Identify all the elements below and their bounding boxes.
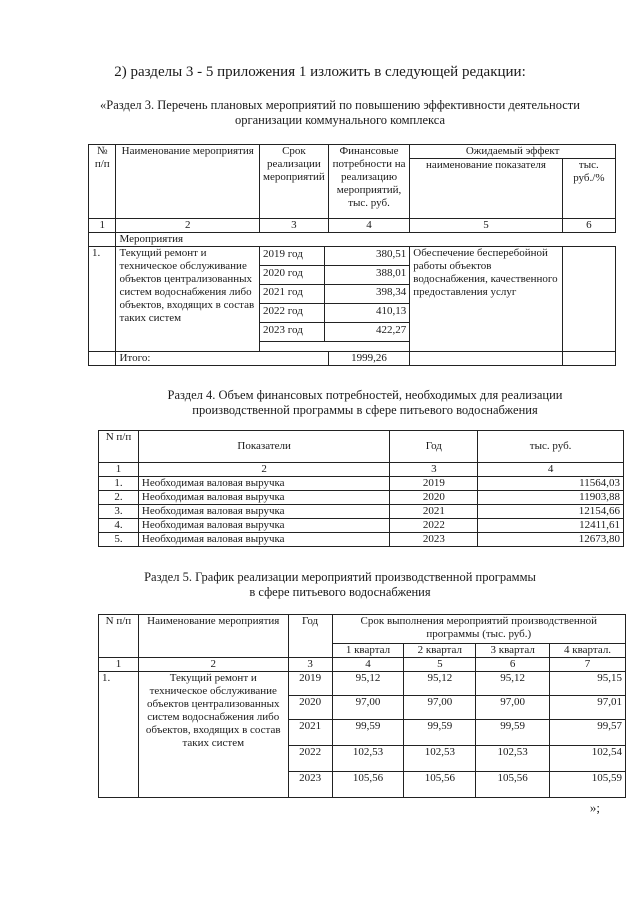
s3-total-label: Итого:: [116, 352, 328, 366]
s4-year: 2021: [390, 505, 478, 519]
s3-header-effect: Ожидаемый эффект: [410, 145, 616, 159]
s4-name: Необходимая валовая выручка: [138, 477, 389, 491]
s3-year: 2019 год: [260, 247, 324, 266]
s4-value: 12411,61: [478, 519, 624, 533]
s3-header-indicator: наименование показателя: [410, 159, 562, 219]
s5-colnum: 5: [404, 658, 476, 672]
s5-q1: 102,53: [332, 746, 404, 772]
s4-value: 11903,88: [478, 491, 624, 505]
s5-row-name: Текущий ремонт и техническое обслуживание объектов централизованных систем водоснабжения либо объектов, входящих в состав таких систем: [138, 672, 288, 798]
s4-value: 12154,66: [478, 505, 624, 519]
s5-colnum: 1: [99, 658, 139, 672]
s5-colnum: 2: [138, 658, 288, 672]
table-row: [99, 491, 624, 505]
s5-q3: 105,56: [476, 772, 550, 798]
s5-q2: 97,00: [404, 696, 476, 720]
table-row: [99, 533, 624, 547]
s5-q1: 97,00: [332, 696, 404, 720]
s5-header-term: Срок выполнения мероприятий производственной программы (тыс. руб.): [332, 615, 625, 644]
s5-colnum: 7: [550, 658, 626, 672]
section3-title: [80, 98, 600, 128]
s5-q3: 99,59: [476, 720, 550, 746]
s5-q4: 99,57: [550, 720, 626, 746]
section4-title: [130, 388, 600, 418]
s4-name: Необходимая валовая выручка: [138, 519, 389, 533]
s3-years-amounts: [260, 247, 410, 352]
s3-amount: 388,01: [324, 266, 409, 285]
intro-line: 2) разделы 3 - 5 приложения 1 изложить в следующей редакции:: [114, 64, 526, 80]
s4-year: 2019: [390, 477, 478, 491]
s4-year: 2022: [390, 519, 478, 533]
s3-header-num: № п/п: [89, 145, 116, 219]
s3-header-unit: тыс. руб./%: [562, 159, 615, 219]
s3-header-fin: Финансовые потребности на реализацию мероприятий, тыс. руб.: [328, 145, 409, 219]
section4-title-line1: Раздел 4. Объем финансовых потребностей, необходимых для реализации: [167, 388, 563, 402]
s5-year: 2023: [288, 772, 332, 798]
table-row: [99, 519, 624, 533]
s4-num: 1.: [99, 477, 139, 491]
s5-q2: 105,56: [404, 772, 476, 798]
s3-row-name: Текущий ремонт и техническое обслуживание объектов централизованных систем водоснабжения либо объектов, входящих в состав таких систем: [116, 247, 260, 352]
s4-header-indicators: Показатели: [138, 431, 389, 463]
s5-year: 2019: [288, 672, 332, 696]
s5-q1: 105,56: [332, 772, 404, 798]
s3-amount: 398,34: [324, 285, 409, 304]
s3-effect-text: Обеспечение бесперебойной работы объектов водоснабжения, качественного предоставления услуг: [410, 247, 562, 352]
s5-colnum: 3: [288, 658, 332, 672]
section3-title-line2: организации коммунального комплекса: [234, 113, 446, 127]
s3-year: 2020 год: [260, 266, 324, 285]
s5-q4: 102,54: [550, 746, 626, 772]
s4-value: 11564,03: [478, 477, 624, 491]
s5-header-q3: 3 квартал: [476, 644, 550, 658]
s4-value: 12673,80: [478, 533, 624, 547]
section4-table: [98, 430, 624, 547]
table-row: [99, 505, 624, 519]
s4-year: 2023: [390, 533, 478, 547]
s4-name: Необходимая валовая выручка: [138, 505, 389, 519]
section3-table: [88, 144, 616, 366]
s5-year: 2022: [288, 746, 332, 772]
s3-group-label: Мероприятия: [116, 233, 616, 247]
section5-title: [110, 570, 570, 600]
s5-header-year: Год: [288, 615, 332, 658]
s4-name: Необходимая валовая выручка: [138, 533, 389, 547]
table-row: [260, 247, 409, 266]
s3-colnum: 1: [89, 219, 116, 233]
s3-row-num: 1.: [89, 247, 116, 352]
s3-colnum: 6: [562, 219, 615, 233]
s3-total-value: 1999,26: [328, 352, 409, 366]
table-row: [260, 266, 409, 285]
s3-colnum: 5: [410, 219, 562, 233]
s4-num: 3.: [99, 505, 139, 519]
s4-num: 2.: [99, 491, 139, 505]
s5-q4: 95,15: [550, 672, 626, 696]
s5-q3: 102,53: [476, 746, 550, 772]
s3-colnum: 3: [260, 219, 329, 233]
s4-header-num: N п/п: [99, 431, 139, 463]
s5-q1: 95,12: [332, 672, 404, 696]
s3-colnum: 2: [116, 219, 260, 233]
s5-year: 2020: [288, 696, 332, 720]
s3-amount: 422,27: [324, 323, 409, 342]
s5-row-num: 1.: [99, 672, 139, 798]
closing-quote: »;: [589, 800, 600, 815]
section3-title-line1: «Раздел 3. Перечень плановых мероприятий по повышению эффективности деятельности: [100, 98, 580, 112]
s5-year: 2021: [288, 720, 332, 746]
s5-q3: 95,12: [476, 672, 550, 696]
section5-title-line2: в сфере питьевого водоснабжения: [249, 585, 431, 599]
s5-colnum: 4: [332, 658, 404, 672]
s5-q2: 95,12: [404, 672, 476, 696]
s5-q2: 99,59: [404, 720, 476, 746]
s4-name: Необходимая валовая выручка: [138, 491, 389, 505]
section4-title-line2: производственной программы в сфере питьевого водоснабжения: [192, 403, 538, 417]
s5-header-q1: 1 квартал: [332, 644, 404, 658]
s5-header-q4: 4 квартал.: [550, 644, 626, 658]
s5-colnum: 6: [476, 658, 550, 672]
table-row: [99, 477, 624, 491]
s5-q4: 97,01: [550, 696, 626, 720]
s5-header-q2: 2 квартал: [404, 644, 476, 658]
s4-header-year: Год: [390, 431, 478, 463]
s4-num: 4.: [99, 519, 139, 533]
s4-colnum: 2: [138, 463, 389, 477]
s3-header-term: Срок реализации мероприятий: [260, 145, 329, 219]
section5-title-line1: Раздел 5. График реализации мероприятий производственной программы: [144, 570, 536, 584]
s3-colnum: 4: [328, 219, 409, 233]
s3-year: 2023 год: [260, 323, 324, 342]
s5-q2: 102,53: [404, 746, 476, 772]
s5-header-name: Наименование мероприятия: [138, 615, 288, 658]
section5-table: [98, 614, 626, 798]
s3-header-name: Наименование мероприятия: [116, 145, 260, 219]
s4-colnum: 3: [390, 463, 478, 477]
s3-amount: 410,13: [324, 304, 409, 323]
s4-colnum: 1: [99, 463, 139, 477]
s5-q1: 99,59: [332, 720, 404, 746]
s3-year: 2021 год: [260, 285, 324, 304]
s5-q4: 105,59: [550, 772, 626, 798]
s3-amount: 380,51: [324, 247, 409, 266]
table-row: [260, 304, 409, 323]
s5-q3: 97,00: [476, 696, 550, 720]
s4-year: 2020: [390, 491, 478, 505]
s4-header-unit: тыс. руб.: [478, 431, 624, 463]
table-row: [260, 285, 409, 304]
table-row: [260, 323, 409, 342]
s4-num: 5.: [99, 533, 139, 547]
table-row: [99, 672, 626, 696]
s5-header-num: N п/п: [99, 615, 139, 658]
s4-colnum: 4: [478, 463, 624, 477]
s3-year: 2022 год: [260, 304, 324, 323]
